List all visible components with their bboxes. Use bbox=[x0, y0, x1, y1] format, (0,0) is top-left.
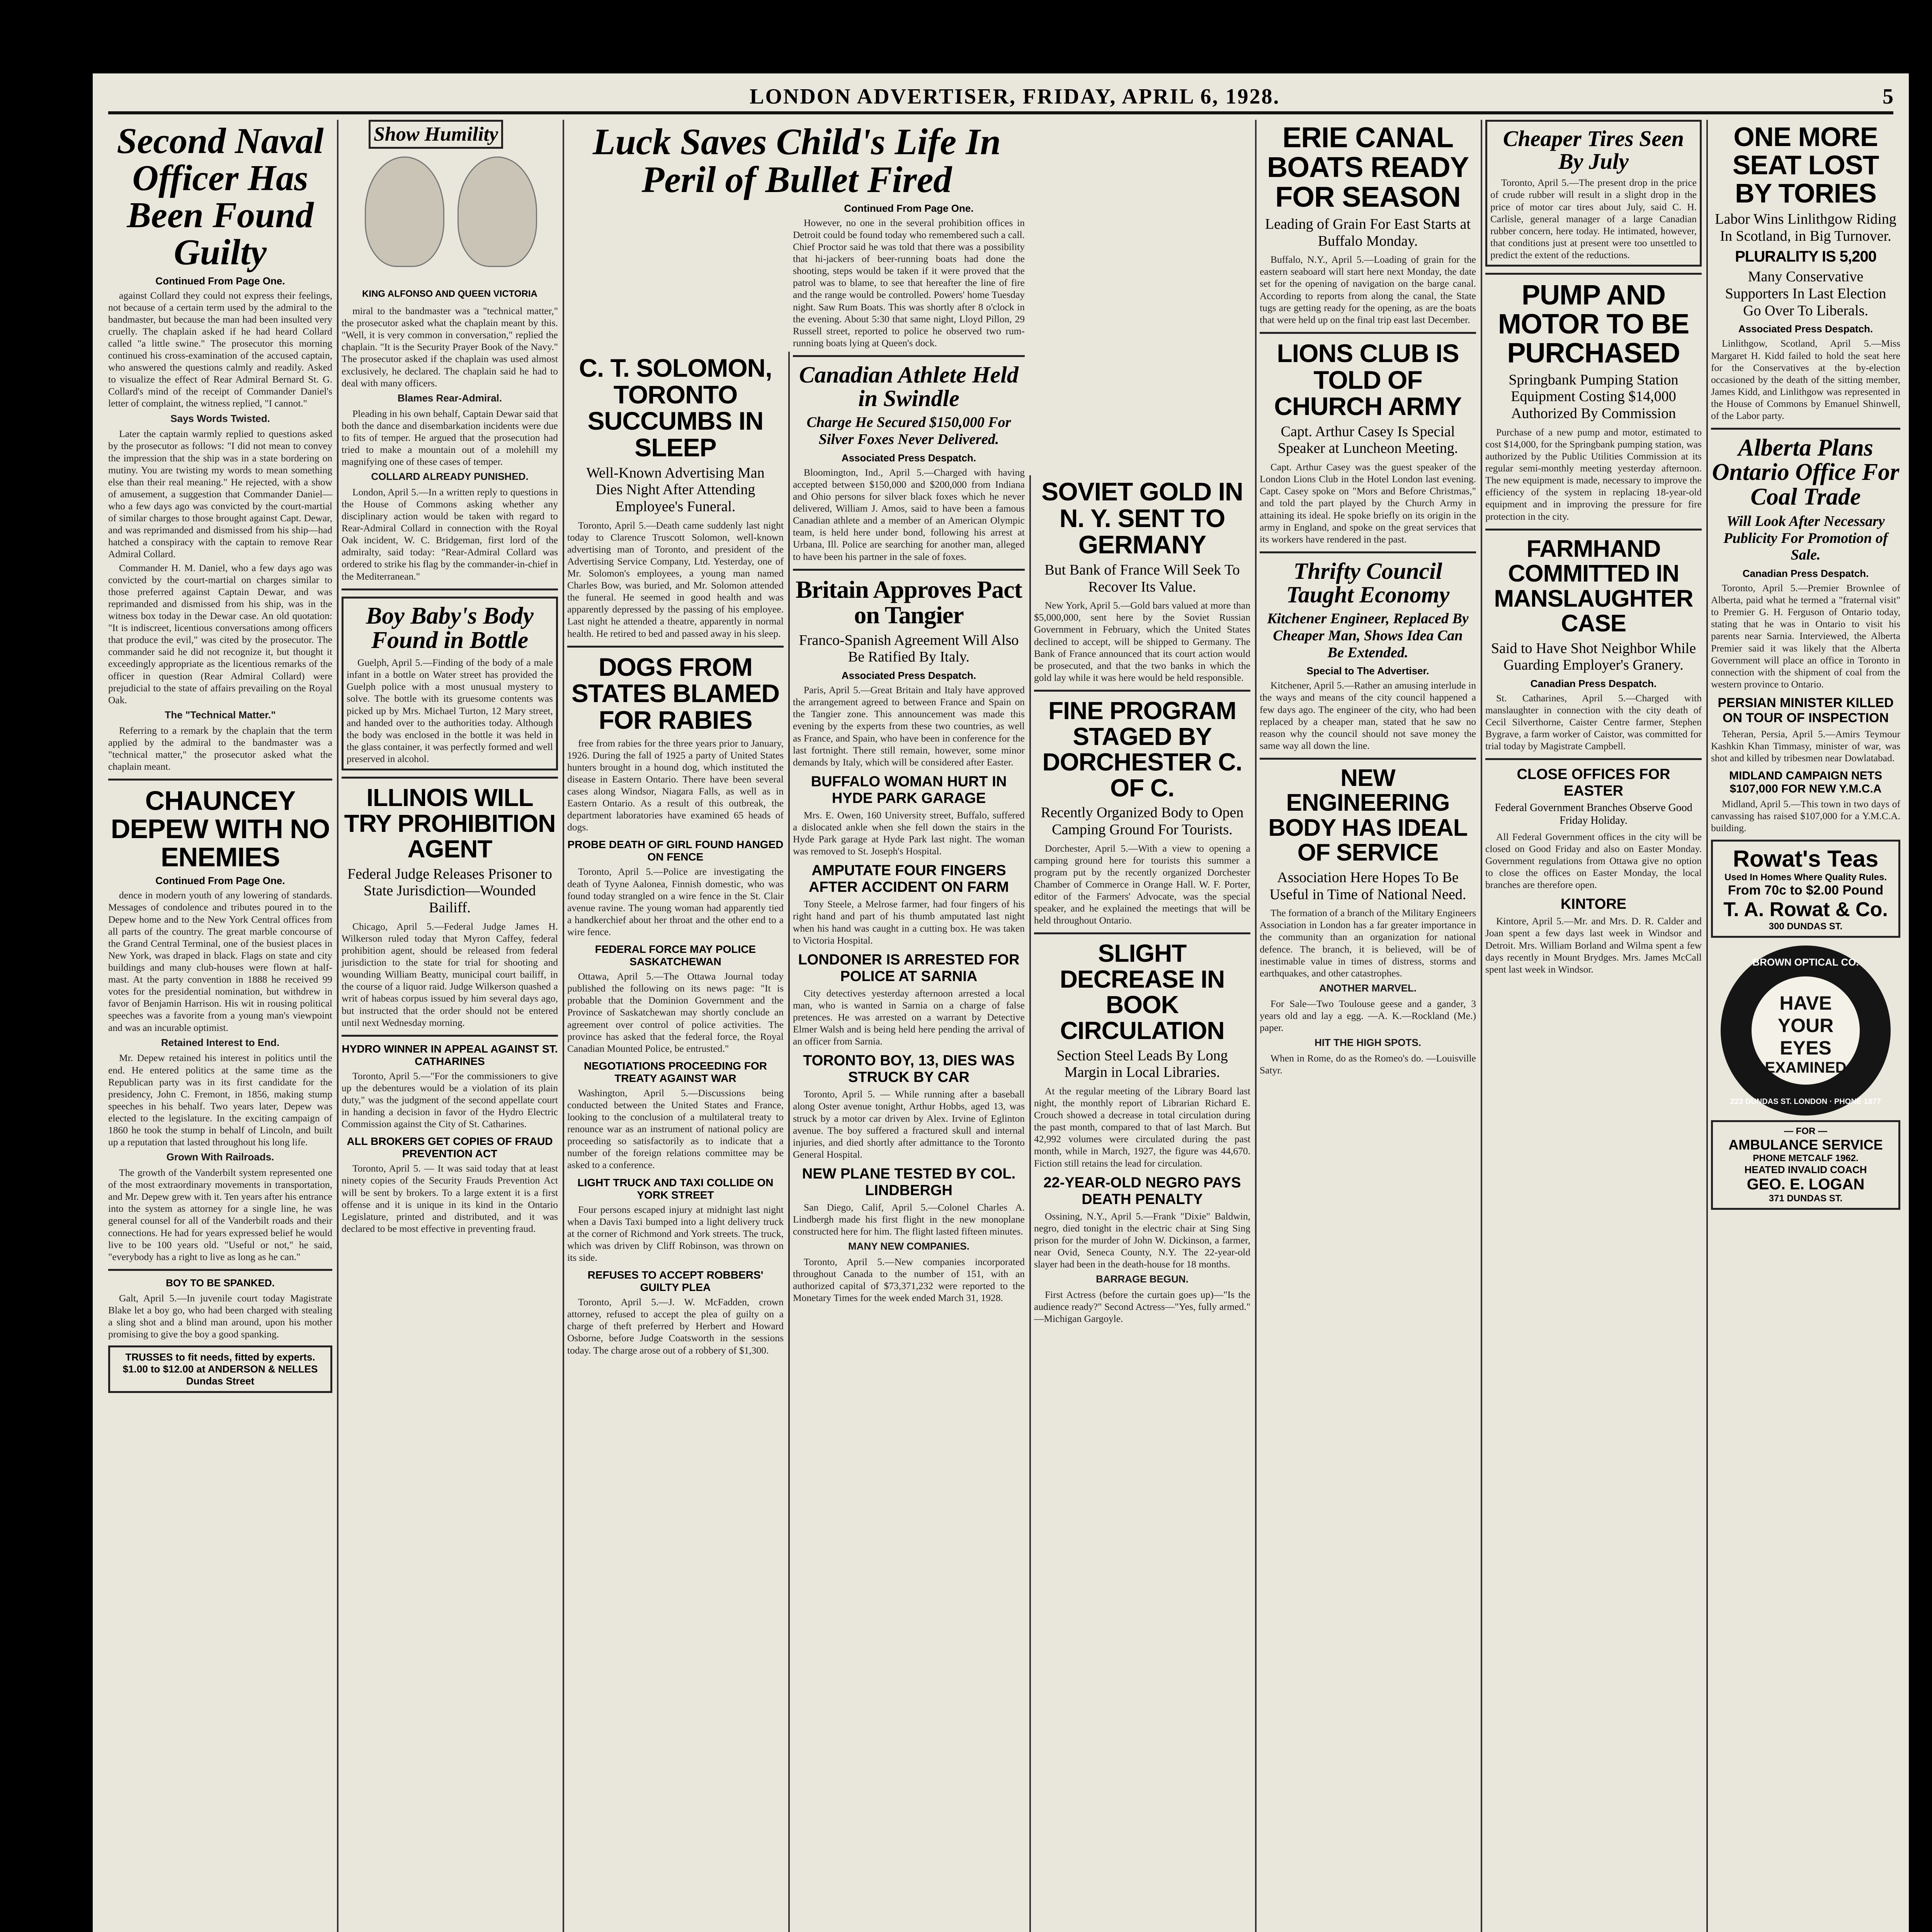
headline: Cheaper Tires Seen By July bbox=[1503, 126, 1684, 174]
ad-line: GEO. E. LOGAN bbox=[1747, 1175, 1865, 1193]
article-body bbox=[1034, 1085, 1250, 1169]
divider bbox=[1260, 332, 1476, 334]
subhead: Retained Interest to End. bbox=[161, 1036, 280, 1048]
paragraph: City detectives yesterday afternoon arrested a local man, who is wanted in Sarnia on a charge of false pretences. He was arrested on a warrant by Detective Elmer Walsh and is being held here pending the arrival of an officer from Sarnia. bbox=[793, 987, 1025, 1047]
article-body bbox=[793, 217, 1025, 349]
paragraph: Buffalo, N.Y., April 5.—Loading of grain for the eastern seaboard will start here next Monday, the date set for the opening of navigation on the barge canal. According to reports from along the canal, the State tugs are getting ready for the opening, as are the boats that were held up on the final trip east last December. bbox=[1260, 254, 1476, 325]
headline: Boy Baby's Body Found in Bottle bbox=[366, 602, 534, 653]
paragraph: Mr. Depew retained his interest in politics until the end. He entered politics at the same time as the Republican party was in its first candidate for the presidency, John C. Fremont, in 1856, making stump speeches in his behalf. Two years later, Depew was elected to the legislature. In the exciting campaign of 1860 he took the stump in behalf of Lincoln, and built up a reputation that lasted throughout his long life. bbox=[108, 1052, 332, 1148]
story-farmhand bbox=[1485, 537, 1702, 752]
article-body bbox=[108, 889, 332, 1263]
queen-portrait bbox=[457, 156, 537, 267]
paragraph: Galt, April 5.—In juvenile court today Magistrate Blake let a boy go, who had been charged with stealing a sling shot and a blind man around, upon his mother promising to give the boy a good spanking. bbox=[108, 1292, 332, 1340]
paragraph: However, no one in the several prohibition offices in Detroit could be found today who remembered such a call. Chief Proctor said he was told that there was a possibility that hi-jackers of beer-running boats had done the shooting, steps would be taken if it were proved that the patrol was to blame, to see that hereafter the line of fire and the range would be controlled. Powers' home Tuesday night. Saw Rum Boats. This was shortly after 8 o'clock in the evening. About 5:30 that same night, Lloyd Pillon, 29 Russell street, reported to police he observed two rum-running boats lying at Queen's dock. bbox=[793, 217, 1025, 349]
ad-ring-text: BROWN OPTICAL CO. bbox=[1752, 956, 1859, 968]
ad-line: YOUR EYES bbox=[1777, 1014, 1834, 1059]
column-7 bbox=[1485, 120, 1702, 1932]
article-body bbox=[793, 809, 1025, 857]
deck: Section Steel Leads By Long Margin in Local Libraries. bbox=[1056, 1047, 1228, 1081]
story-book-circulation bbox=[1034, 940, 1250, 1169]
story-federal-force bbox=[567, 943, 784, 1054]
paragraph: against Collard they could not express their feelings, not because of a certain term used by the admiral to the bandmaster, but because the man had been insulted very cruelly. The chaplain asked if he had heard Collard called "a little swine." The prosecutor this morning continued his cross-examination of the accused captain, who answered the questions calmly and readily. Asked to visualize the effect of Rear Admiral Bernard St. G. Collard's mind of the receipt of Commander Daniel's letter of complaint, the witness replied, "I cannot." bbox=[108, 289, 332, 409]
article-body bbox=[567, 1296, 784, 1356]
divider bbox=[1485, 273, 1702, 275]
article-body bbox=[1260, 461, 1476, 545]
column-2 bbox=[342, 120, 558, 1932]
paragraph: St. Catharines, April 5.—Charged with manslaughter in connection with the city death of Cecil Silverthorne, Caister Centre farmer, Stephen Bygrave, a farm worker of Caistor, was committed for trial today by Magistrate Campbell. bbox=[1485, 692, 1702, 752]
column-rule bbox=[563, 120, 564, 1932]
column-rule bbox=[1255, 120, 1257, 1932]
headline: FEDERAL FORCE MAY POLICE SASKATCHEWAN bbox=[595, 943, 756, 968]
article-body bbox=[793, 1201, 1025, 1304]
divider bbox=[1485, 758, 1702, 760]
headline: BUFFALO WOMAN HURT IN HYDE PARK GARAGE bbox=[811, 773, 1007, 806]
story-buffalo-woman bbox=[793, 774, 1025, 857]
story-soviet-gold bbox=[1034, 478, 1250, 684]
column-rule bbox=[1029, 475, 1031, 1932]
story-treaty bbox=[567, 1060, 784, 1171]
divider bbox=[108, 779, 332, 781]
ad-line: Used In Homes Where Quality Rules. bbox=[1724, 872, 1887, 883]
paragraph: Linlithgow, Scotland, April 5.—Miss Margaret H. Kidd failed to hold the seat here for the Conservatives at the by-election occasioned by the death of the sitting member, James Kidd, and Linlithgow was represented in the House of Commons by Emanuel Shinwell, of the Labor party. bbox=[1711, 338, 1900, 422]
story-boy-baby bbox=[342, 597, 558, 770]
divider bbox=[342, 1035, 558, 1037]
story-depew bbox=[108, 787, 332, 1263]
story-rabies bbox=[567, 654, 784, 833]
divider bbox=[342, 777, 558, 779]
photo-head-box bbox=[369, 120, 503, 149]
story-lions-club bbox=[1260, 340, 1476, 545]
story-photo bbox=[342, 120, 558, 299]
headline: CLOSE OFFICES FOR EASTER bbox=[1517, 766, 1670, 799]
paragraph: Tony Steele, a Melrose farmer, had four fingers of his right hand and part of his thumb amputated last night when his hand was caught in a cutting box. He was taken to Victoria Hospital. bbox=[793, 898, 1025, 946]
divider bbox=[108, 1269, 332, 1271]
article-body bbox=[1260, 253, 1476, 326]
headline: MIDLAND CAMPAIGN NETS $107,000 FOR NEW Y.M.C.A bbox=[1729, 769, 1883, 796]
paragraph: Toronto, April 5.—Death came suddenly last night today to Clarence Truscott Solomon, well-known advertising man of Toronto, and president of the Advertising Service Company, Ltd. Yesterday, one of Mr. Solomon's employees, a young man named Charles Bow, was buried, and Mr. Solomon attended the funeral. He seemed in good health and was apparently depressed by the passing of his employee. Last night he attended a theatre, apparently in normal health. He retired to bed and passed away in his sleep. bbox=[567, 519, 784, 639]
ad-line: — FOR — bbox=[1784, 1126, 1827, 1136]
column-rule bbox=[788, 352, 790, 1932]
story-probe bbox=[567, 838, 784, 938]
ad-line: HEATED INVALID COACH bbox=[1744, 1163, 1867, 1175]
paragraph: Toronto, April 5.—New companies incorporated throughout Canada to the number of 151, with an authorized capital of $73,371,232 were reported to the Monetary Times for the week ended March 31, 1928. bbox=[793, 1256, 1025, 1304]
deck: Leading of Grain For East Starts at Buffalo Monday. bbox=[1265, 216, 1471, 249]
headline: Thrifty Council Taught Economy bbox=[1286, 558, 1450, 608]
photo-headline: Show Humility bbox=[374, 123, 498, 145]
subhead: MANY NEW COMPANIES. bbox=[848, 1240, 969, 1252]
paragraph: Toronto, April 5.—J. W. McFadden, crown attorney, refused to accept the plea of guilty on a charge of theft preferred by Herbert and Howard Osborne, before Judge Coatsworth in the sessions today. The charge arose out of a robbery of $1,300. bbox=[567, 1296, 784, 1356]
deck: Labor Wins Linlithgow Riding In Scotland, in Big Turnover. bbox=[1715, 211, 1896, 245]
subhead: BARRAGE BEGUN. bbox=[1096, 1273, 1189, 1285]
paragraph: London, April 5.—In a written reply to questions in the House of Commons asking whether any disciplinary action would be taken with regard to Rear-Admiral Collard in connection with the Royal Oak incident, W. C. Bridgeman, first lord of the admiralty, said today: "Rear-Admiral Collard was ordered to strike his flag by the commander-in-chief in the Mediterranean." bbox=[342, 486, 558, 582]
divider bbox=[567, 646, 784, 648]
headline: 22-YEAR-OLD NEGRO PAYS DEATH PENALTY bbox=[1043, 1174, 1241, 1208]
paragraph: San Diego, Calif, April 5.—Colonel Charles A. Lindbergh made his first flight in the new monoplane constructed here for him. The flight lasted fifteen minutes. bbox=[793, 1201, 1025, 1237]
deck: Will Look After Necessary Publicity For Promotion of Sale. bbox=[1723, 513, 1888, 563]
ambulance-ad bbox=[1711, 1120, 1900, 1210]
story-kintore bbox=[1485, 896, 1702, 975]
column-5 bbox=[1034, 475, 1250, 1932]
headline: SOVIET GOLD IN N. Y. SENT TO GERMANY bbox=[1041, 477, 1243, 559]
article-body bbox=[793, 1088, 1025, 1160]
deck: Federal Government Branches Observe Good Friday Holiday. bbox=[1495, 802, 1692, 827]
paragraph: Bloomington, Ind., April 5.—Charged with having accepted between $150,000 and $200,000 from Indiana and Ohio persons for silver black foxes which he never delivered, William J. Amos, said to have been a famous Canadian athlete and a member of an American Olympic team, is held here under bond, following his arrest at Urbana, Ill. Police are searching for another man, alleged to have been his partner in the sale of foxes. bbox=[793, 466, 1025, 562]
paragraph: Toronto, April 5.—Premier Brownlee of Alberta, paid what he termed a "fraternal visit" to Premier G. H. Ferguson of Ontario today, stating that he was in Ontario to visit his parents near Sarnia. Interviewed, the Alberta Premier said it was likely that the Alberta Government will place an office in Toronto in connection with the shipment of coal from the western province to Ontario. bbox=[1711, 582, 1900, 690]
article-body bbox=[793, 987, 1025, 1048]
ad-line: T. A. Rowat & Co. bbox=[1723, 898, 1888, 921]
story-athlete bbox=[793, 363, 1025, 563]
paragraph: Toronto, April 5.—The present drop in the price of crude rubber will result in a slight drop in the price of motor car tires about July, said C. H. Carlisle, general manager of a large Canadian rubber concern, here today. He intimated, however, that conditions just at present were too unsettled to predict the extent of the reductions. bbox=[1490, 177, 1697, 260]
article-body bbox=[567, 866, 784, 938]
headline: Luck Saves Child's Life In Peril of Bullet Fired bbox=[592, 121, 1001, 200]
headline: LIGHT TRUCK AND TAXI COLLIDE ON YORK STREET bbox=[577, 1176, 774, 1201]
photo-caption: KING ALFONSO AND QUEEN VICTORIA bbox=[362, 289, 537, 299]
king-portrait bbox=[365, 156, 444, 267]
ad-line: EXAMINED bbox=[1765, 1059, 1847, 1076]
article-body bbox=[347, 656, 553, 765]
paragraph: Capt. Arthur Casey was the guest speaker of the London Lions Club in the Hotel London last evening. Capt. Casey spoke on "Mors and Before Christmas," and told the part played by the Church Army in attaining its ideal. He spoke briefly on its origin in the army in England, and spoke on the great services that its workers have rendered in the past. bbox=[1260, 461, 1476, 545]
article-body bbox=[1260, 679, 1476, 752]
paragraph: Mrs. E. Owen, 160 University street, Buffalo, suffered a dislocated ankle when she fell down the stairs in the Hyde Park garage at Hyde Park last night. The woman was removed to St. Joseph's Hospital. bbox=[793, 809, 1025, 857]
story-plane bbox=[793, 1166, 1025, 1304]
headline: NEW PLANE TESTED BY COL. LINDBERGH bbox=[802, 1165, 1016, 1199]
column-6 bbox=[1260, 120, 1476, 1932]
paragraph: free from rabies for the three years prior to January, 1926. During the fall of 1925 a party of United States hunters brought in a hound dog, which instituted the disease in Eastern Ontario. There have been several cases along Windsor, Niagara Falls, as well as in Eastern Ontario. As a result of this outbreak, the department laboratories have examined 65 heads of dogs. bbox=[567, 737, 784, 833]
paragraph: Kitchener, April 5.—Rather an amusing interlude in the ways and means of the city council happened a few days ago. The engineer of the city, who had been replaced by a cheaper man, stated that he saw no reason why the council should not save money the same way all down the line. bbox=[1260, 680, 1476, 751]
deck: Recently Organized Body to Open Camping Ground For Tourists. bbox=[1041, 804, 1244, 838]
article-body bbox=[1485, 915, 1702, 975]
story-erie-canal bbox=[1260, 123, 1476, 326]
deck: Franco-Spanish Agreement Will Also Be Ratified By Italy. bbox=[799, 632, 1019, 665]
headline: FINE PROGRAM STAGED BY DORCHESTER C. OF C. bbox=[1042, 697, 1242, 802]
paragraph: Toronto, April 5. — It was said today that at least ninety copies of the Security Frauds Prevention Act will be sent by brokers. To a large extent it is a first offense and it is unique in its kind in the Ontario Legislature, printed and distributed, and it was declared to be most effective in preventing fraud. bbox=[342, 1163, 558, 1234]
article-body bbox=[1711, 728, 1900, 764]
photo-royals bbox=[342, 153, 558, 299]
paragraph: At the regular meeting of the Library Board last night, the monthly report of Librarian Richard E. Crouch showed a decrease in total circulation during the past month, compared to that of last March. But 42,992 volumes were circulated during the past month, while in March, 1927, the figure was 44,670. Fiction still retains the lead for circulation. bbox=[1034, 1085, 1250, 1169]
article-body bbox=[1034, 599, 1250, 684]
column-rule bbox=[337, 120, 338, 1932]
story-brokers bbox=[342, 1135, 558, 1235]
headline: ALL BROKERS GET COPIES OF FRAUD PREVENTION ACT bbox=[347, 1135, 553, 1160]
ad-line: PHONE METCALF 1962. bbox=[1753, 1153, 1859, 1163]
headline: HYDRO WINNER IN APPEAL AGAINST ST. CATHARINES bbox=[342, 1043, 558, 1067]
story-boy-spanked bbox=[108, 1277, 332, 1340]
ad-line: From 70c to $2.00 Pound bbox=[1728, 883, 1884, 898]
divider bbox=[1034, 690, 1250, 692]
deck: Capt. Arthur Casey Is Special Speaker at Luncheon Meeting. bbox=[1277, 423, 1458, 457]
subhead: ANOTHER MARVEL. bbox=[1319, 982, 1417, 994]
continued-note: Continued From Page One. bbox=[155, 275, 285, 287]
divider bbox=[1260, 758, 1476, 760]
subhead: HIT THE HIGH SPOTS. bbox=[1315, 1036, 1421, 1048]
story-robbers bbox=[567, 1269, 784, 1356]
ad-line: 371 DUNDAS ST. bbox=[1769, 1193, 1843, 1204]
paragraph: When in Rome, do as the Romeo's do. —Louisville Satyr. bbox=[1260, 1052, 1476, 1076]
paragraph: The formation of a branch of the Military Engineers Association in London has a far greater importance in the community than an organization for national defence. The branch, it is believed, will be of inestimable value in times of distress, storms and earthquakes, and other catastrophes. bbox=[1260, 907, 1476, 979]
headline: TORONTO BOY, 13, DIES WAS STRUCK BY CAR bbox=[803, 1053, 1015, 1086]
divider bbox=[342, 588, 558, 590]
paragraph: Washington, April 5.—Discussions being conducted between the United States and France, looking to the conclusion of a multilateral treaty to renounce war as an instrument of national policy are proceeding so satisfactorily as to indicate that a number of the foreign relations committee may be asked to a conference. bbox=[567, 1087, 784, 1171]
divider bbox=[1034, 932, 1250, 934]
paragraph: New York, April 5.—Gold bars valued at more than $5,000,000, sent here by the Soviet Russian Government in February, which the United States declined to accept, will be shipped to Germany. The Bank of France announced that its court action would be prosecuted, and that the two banks in which the gold lay while it was here would be held responsible. bbox=[1034, 600, 1250, 683]
paragraph: The growth of the Vanderbilt system represented one of the most extraordinary movements in transportation, and Mr. Depew grew with it. Ten years after his entrance into the system as attorney for a single line, he was general counsel for all of the Vanderbilt roads and their connections. He had for years expressed belief he would live to be 100 years old. "Useful or not," he said, "everybody has a right to live as long as he can." bbox=[108, 1167, 332, 1262]
story-alberta bbox=[1711, 436, 1900, 690]
column-1 bbox=[108, 120, 332, 1932]
article-body bbox=[793, 466, 1025, 563]
article-body bbox=[1034, 842, 1250, 927]
continued-note: Continued From Page One. bbox=[155, 875, 285, 887]
ad-text: TRUSSES to fit needs, fitted by experts. $1.00 to $12.00 at ANDERSON & NELLES Dundas Street bbox=[122, 1351, 318, 1387]
story-pump-motor bbox=[1485, 281, 1702, 522]
deck: Said to Have Shot Neighbor While Guarding Employer's Granery. bbox=[1491, 640, 1696, 673]
article-body bbox=[1485, 426, 1702, 522]
paragraph: Ottawa, April 5.—The Ottawa Journal today published the following on its news page: "It is probable that the Dominion Government and the Province of Saskatchewan may shortly conclude an agreement over control of police activities. The province has asked that the federal force, the Royal Canadian Mounted Police, be entrusted." bbox=[567, 971, 784, 1054]
article-body bbox=[1490, 177, 1697, 261]
wire-credit: Associated Press Despatch. bbox=[1738, 323, 1873, 335]
subhead: COLLARD ALREADY PUNISHED. bbox=[371, 471, 529, 483]
story-amputate bbox=[793, 862, 1025, 946]
subhead: BOY TO BE SPANKED. bbox=[166, 1277, 275, 1289]
ad-title: Rowat's Teas bbox=[1733, 845, 1879, 872]
paragraph: Four persons escaped injury at midnight last night when a Davis Taxi bumped into a light delivery truck at the corner of Richmond and York streets. The truck, which was driven by Cliff Robinson, was thrown on its side. bbox=[567, 1204, 784, 1264]
story-tangier bbox=[793, 577, 1025, 768]
article-body bbox=[1034, 1210, 1250, 1325]
paragraph: Toronto, April 5. — While running after a baseball along Oster avenue tonight, Arthur Hobbs, aged 13, was struck by a motor car driven by Alex. Irvine of Eglinton avenue. The boy suffered a fractured skull and internal injuries, and died shortly after admittance to the Toronto General Hospital. bbox=[793, 1088, 1025, 1160]
paragraph: Toronto, April 5.—"For the commissioners to give up the debentures would be a violation of its plain duty," was the judgment of the second appellate court in handing a decision in favor of the Hydro Electric Commission against the City of St. Catharines. bbox=[342, 1070, 558, 1130]
headline: PUMP AND MOTOR TO BE PURCHASED bbox=[1498, 280, 1689, 369]
wire-credit: Canadian Press Despatch. bbox=[1530, 677, 1657, 689]
article-body bbox=[1711, 798, 1900, 834]
story-londoner bbox=[793, 952, 1025, 1048]
divider bbox=[1485, 529, 1702, 531]
wire-credit: Canadian Press Despatch. bbox=[1742, 567, 1869, 579]
divider bbox=[793, 355, 1025, 357]
wire-credit: Special to The Advertiser. bbox=[1306, 665, 1429, 677]
story-luck-saves bbox=[592, 121, 1025, 349]
headline: Second Naval Officer Has Been Found Guilty bbox=[117, 121, 324, 272]
column-8 bbox=[1711, 120, 1900, 1932]
paragraph: Paris, April 5.—Great Britain and Italy have approved the arrangement agreed to between France and Spain on the Tangier zone. This announcement was made this evening by the experts from these two countries, as well as France, and Spain, who have been in conference for the last fortnight. There still remain, however, some minor demands by Italy, which will be considered after Easter. bbox=[793, 684, 1025, 768]
article-body bbox=[567, 970, 784, 1054]
article-body bbox=[1711, 337, 1900, 422]
masthead-rule bbox=[108, 111, 1893, 114]
paragraph: Commander H. M. Daniel, who a few days ago was convicted by the court-martial on charges similar to those preferred against Captain Dewar, and was reprimanded and dismissed from his ship, was in the witness box today in the Dewar case. An old quotation: "It is indiscreet, licentious conversations among officers that produce the evil," was cited by the prosecutor. The commander said he did not recognize it, but thought it exceedingly appropriate as the licentious remarks of the officer in question (Rear Admiral Collard) were prejudicial to the state of affairs prevailing on the Royal Oak. bbox=[108, 562, 332, 706]
story-solomon bbox=[567, 355, 784, 639]
article-body bbox=[108, 289, 332, 772]
paragraph: miral to the bandmaster was a "technical matter," the prosecutor asked what the chaplain meant by this. "Well, it is very common in conversation," replied the chaplain. "It is the Security Prayer Book of the Navy." The prosecutor asked if the chaplain was used almost exclusively, he declared. The chaplain said he had to deal with many officers. bbox=[342, 305, 558, 389]
rowat-teas-ad bbox=[1711, 840, 1900, 938]
article-body bbox=[1485, 831, 1702, 891]
subhead: Blames Rear-Admiral. bbox=[397, 392, 502, 404]
paragraph: dence in modern youth of any lowering of standards. Messages of condolence and tributes poured in to the Depew home and to the New York Central offices from all parts of the country. The great marble concourse of the Grand Central Terminal, one of the busiest places in New York, was draped in black. Flags on state and city buildings and many club-houses were flown at half-mast. At the party convention in 1888 he received 99 votes for the presidential nomination, but withdrew in favor of Benjamin Harrison. His wit in rousing political speeches was a favorite from a young man's viewpoint and was an incurable optimist. bbox=[108, 889, 332, 1033]
headline: PERSIAN MINISTER KILLED ON TOUR OF INSPECTION bbox=[1718, 695, 1894, 725]
paragraph: Dorchester, April 5.—With a view to opening a camping ground here for tourists this summer a program put by the recently organized Dorchester Chamber of Commerce in Orange Hall. W. F. Porter, editor of the Farmers' Advocate, was the special speaker, and he explained the meetings that will be held throughout Ontario. bbox=[1034, 842, 1250, 926]
erie-canal-block bbox=[1034, 120, 1250, 468]
headline: LIONS CLUB IS TOLD OF CHURCH ARMY bbox=[1274, 338, 1462, 421]
paragraph: Toronto, April 5.—Police are investigating the death of Tyyne Aalonea, Finnish domestic, who was found today strangled on a wire fence in the St. Clair avenue ravine. The young woman had apparently tied a handkerchief about her throat and the other end to a wire fence. bbox=[567, 866, 784, 937]
article-body bbox=[793, 684, 1025, 768]
wire-credit: Associated Press Despatch. bbox=[841, 670, 976, 682]
article-body bbox=[342, 1070, 558, 1130]
paragraph: Pleading in his own behalf, Captain Dewar said that both the dance and disembarkation incidents were due to fits of temper. He argued that the prosecution had tried to make a mountain out of a molehill my magnifying one of these cases of temper. bbox=[342, 408, 558, 467]
story-midland bbox=[1711, 769, 1900, 834]
story-toronto-boy bbox=[793, 1053, 1025, 1160]
headline: AMPUTATE FOUR FINGERS AFTER ACCIDENT ON FARM bbox=[809, 862, 1009, 896]
headline: SLIGHT DECREASE IN BOOK CIRCULATION bbox=[1060, 939, 1225, 1044]
story-cheaper-tires bbox=[1485, 120, 1702, 267]
paragraph: Later the captain warmly replied to questions asked by the prosecutor as follows: "I did not mean to convey the impression that the ship was in a state bordering on mutiny. You are twisting my words to mean something else than their real meaning." He rejected, with a show of amusement, a suggestion that Commander Daniel—who a few days ago was convicted by the court-martial of similar charges to those brought against Capt. Dewar, and was reprimanded and dismissed from his ship—had hatched a conspiracy with the captain to remove Rear Admiral Collard. bbox=[108, 428, 332, 560]
column-rule bbox=[1481, 120, 1482, 1932]
article-body bbox=[567, 737, 784, 833]
divider bbox=[1711, 428, 1900, 430]
subhead: Says Words Twisted. bbox=[170, 412, 270, 424]
article-body bbox=[342, 920, 558, 1029]
paragraph: Guelph, April 5.—Finding of the body of a male infant in a bottle on Water street has provided the Guelph police with a most unusual mystery to solve. The bottle with its gruesome contents was picked up by Mrs. Michael Turton, 12 Mary street, and handed over to the authorities today. Although the body was enclosed in the bottle it was held in the glass container, it was perfectly formed and well preserved in alcohol. bbox=[347, 657, 553, 764]
deck: Federal Judge Releases Prisoner to State Jurisdiction—Wounded Bailiff. bbox=[347, 866, 552, 916]
headline: CHAUNCEY DEPEW WITH NO ENEMIES bbox=[111, 785, 330, 872]
article-body bbox=[567, 519, 784, 639]
article-body bbox=[342, 1162, 558, 1235]
article-body bbox=[567, 1087, 784, 1171]
subhead: The "Technical Matter." bbox=[165, 709, 276, 721]
ad-line: AMBULANCE SERVICE bbox=[1728, 1136, 1883, 1153]
masthead bbox=[108, 84, 1893, 111]
divider bbox=[793, 569, 1025, 571]
article-body bbox=[567, 1204, 784, 1264]
headline: FARMHAND COMMITTED IN MANSLAUGHTER CASE bbox=[1494, 535, 1693, 637]
page-number: 5 bbox=[1883, 85, 1893, 109]
headline: Alberta Plans Ontario Office For Coal Trade bbox=[1712, 435, 1900, 510]
deck-plurality: PLURALITY IS 5,200 bbox=[1735, 248, 1876, 265]
story-dorchester bbox=[1034, 698, 1250, 926]
column-rule bbox=[1706, 120, 1708, 1932]
headline: Britain Approves Pact on Tangier bbox=[796, 575, 1022, 629]
wire-credit: Associated Press Despatch. bbox=[841, 452, 976, 464]
paragraph: All Federal Government offices in the city will be closed on Good Friday and also on Easter Monday. Government regulations from Ottawa give no option to close the offices on Easter Monday, the local branches are therefore open. bbox=[1485, 831, 1702, 891]
deck: Springbank Pumping Station Equipment Costing $14,000 Authorized By Commission bbox=[1509, 371, 1679, 422]
deck: Charge He Secured $150,000 For Silver Foxes Never Delivered. bbox=[806, 414, 1011, 448]
headline: DOGS FROM STATES BLAMED FOR RABIES bbox=[571, 652, 780, 734]
column-3 bbox=[567, 352, 784, 1932]
article-body bbox=[1485, 692, 1702, 752]
deck: But Bank of France Will Seek To Recover Its Value. bbox=[1044, 561, 1240, 595]
article-body bbox=[342, 305, 558, 582]
subhead: Grown With Railroads. bbox=[166, 1151, 274, 1163]
paragraph: Chicago, April 5.—Federal Judge James H. Wilkerson ruled today that Myron Caffey, federal prohibition agent, should be released from federal jurisdiction to the state for trial for shooting and wounding William Beatty, municipal court bailiff, in the course of a liquor raid. Judge Wilkerson quashed a writ of habeas corpus issued by him several days ago, but instructed that the order should not be entered until next Wednesday morning. bbox=[342, 920, 558, 1028]
deck: Well-Known Advertising Man Dies Night After Attending Employee's Funeral. bbox=[586, 464, 765, 515]
divider bbox=[1260, 551, 1476, 553]
story-truck-taxi bbox=[567, 1177, 784, 1264]
headline: ERIE CANAL BOATS READY FOR SEASON bbox=[1267, 121, 1469, 213]
continued-note: Continued From Page One. bbox=[844, 202, 974, 214]
paragraph: Midland, April 5.—This town in two days of canvassing has raised $107,000 for a Y.M.C.A. building. bbox=[1711, 798, 1900, 834]
headline: REFUSES TO ACCEPT ROBBERS' GUILTY PLEA bbox=[587, 1269, 764, 1294]
paragraph: Teheran, Persia, April 5.—Amirs Teymour Kashkin Khan Timmasy, minister of war, was shot and killed by tribesmen near Dowlatabad. bbox=[1711, 728, 1900, 764]
headline: NEGOTIATIONS PROCEEDING FOR TREATY AGAINST WAR bbox=[584, 1060, 767, 1084]
headline: LONDONER IS ARRESTED FOR POLICE AT SARNIA bbox=[798, 951, 1020, 985]
story-hydro bbox=[342, 1043, 558, 1130]
article-body bbox=[1711, 582, 1900, 690]
story-thrifty-council bbox=[1260, 560, 1476, 752]
deck: Many Conservative Supporters In Last Election Go Over To Liberals. bbox=[1725, 269, 1886, 319]
ad-line: HAVE bbox=[1779, 992, 1832, 1014]
deck: Kitchener Engineer, Replaced By Cheaper Man, Shows Idea Can Be Extended. bbox=[1267, 611, 1469, 661]
story-close-offices bbox=[1485, 766, 1702, 891]
optical-ad bbox=[1721, 946, 1891, 1116]
story-naval-officer bbox=[108, 123, 332, 772]
truss-ad bbox=[108, 1345, 332, 1393]
paragraph: First Actress (before the curtain goes up)—"Is the audience ready?" Second Actress—"Yes, fully armed." —Michigan Gargoyle. bbox=[1034, 1289, 1250, 1325]
headline: Canadian Athlete Held in Swindle bbox=[799, 362, 1019, 412]
article-body bbox=[108, 1292, 332, 1340]
ad-ring-text: 223 DUNDAS ST. LONDON · PHONE 1877 bbox=[1730, 1097, 1881, 1106]
headline: PROBE DEATH OF GIRL FOUND HANGED ON FENCE bbox=[567, 838, 784, 863]
ad-line: 300 DUNDAS ST. bbox=[1769, 921, 1843, 932]
article-body bbox=[793, 898, 1025, 946]
story-illinois bbox=[342, 785, 558, 1029]
paper-name: LONDON ADVERTISER, FRIDAY, APRIL 6, 1928. bbox=[750, 85, 1280, 109]
newspaper-page bbox=[93, 73, 1909, 1932]
paragraph: For Sale—Two Toulouse geese and a gander, 3 years old and lay a egg. —A. K.—Rockland (Me.) paper. bbox=[1260, 998, 1476, 1033]
deck: Association Here Hopes To Be Useful in Time of National Need. bbox=[1269, 869, 1466, 903]
story-tories bbox=[1711, 123, 1900, 422]
paragraph: Referring to a remark by the chaplain that the term applied by the admiral to the bandmaster was a "technical matter," the prosecutor asked what the chaplain meant. bbox=[108, 724, 332, 772]
headline: KINTORE bbox=[1560, 896, 1627, 913]
headline: NEW ENGINEERING BODY HAS IDEAL OF SERVICE bbox=[1268, 765, 1468, 866]
paragraph: Purchase of a new pump and motor, estimated to cost $14,000, for the Springbank pumping station, was authorized by the Public Utilities Commission at its regular semi-monthly meeting yesterday afternoon. The new equipment is made, necessary to improve the efficiency of the system in replacing 18-year-old equipment and in improving the pressure for fire protection in the city. bbox=[1485, 426, 1702, 522]
story-persian bbox=[1711, 696, 1900, 764]
paragraph: Kintore, April 5.—Mr. and Mrs. D. R. Calder and Joan spent a few days last week in Windsor and Detroit. Mrs. William Borland and Wilma spent a few days recently in Mount Brydges. Mrs. James McCall spent last week in Windsor. bbox=[1485, 915, 1702, 975]
article-body bbox=[1260, 907, 1476, 1076]
headline: C. T. SOLOMON, TORONTO SUCCUMBS IN SLEEP bbox=[579, 354, 772, 462]
ad-center bbox=[1752, 976, 1860, 1085]
story-negro-penalty bbox=[1034, 1175, 1250, 1325]
story-engineering bbox=[1260, 766, 1476, 1076]
headline: ILLINOIS WILL TRY PROHIBITION AGENT bbox=[344, 784, 556, 863]
paragraph: Ossining, N.Y., April 5.—Frank "Dixie" Baldwin, negro, died tonight in the electric chair at Sing Sing prison for the murder of John W. Dickinson, a farmer, near Ovid, Seneca County, N.Y. The 22-year-old slayer had been in the death-house for 18 months. bbox=[1034, 1210, 1250, 1270]
headline: ONE MORE SEAT LOST BY TORIES bbox=[1732, 122, 1879, 208]
